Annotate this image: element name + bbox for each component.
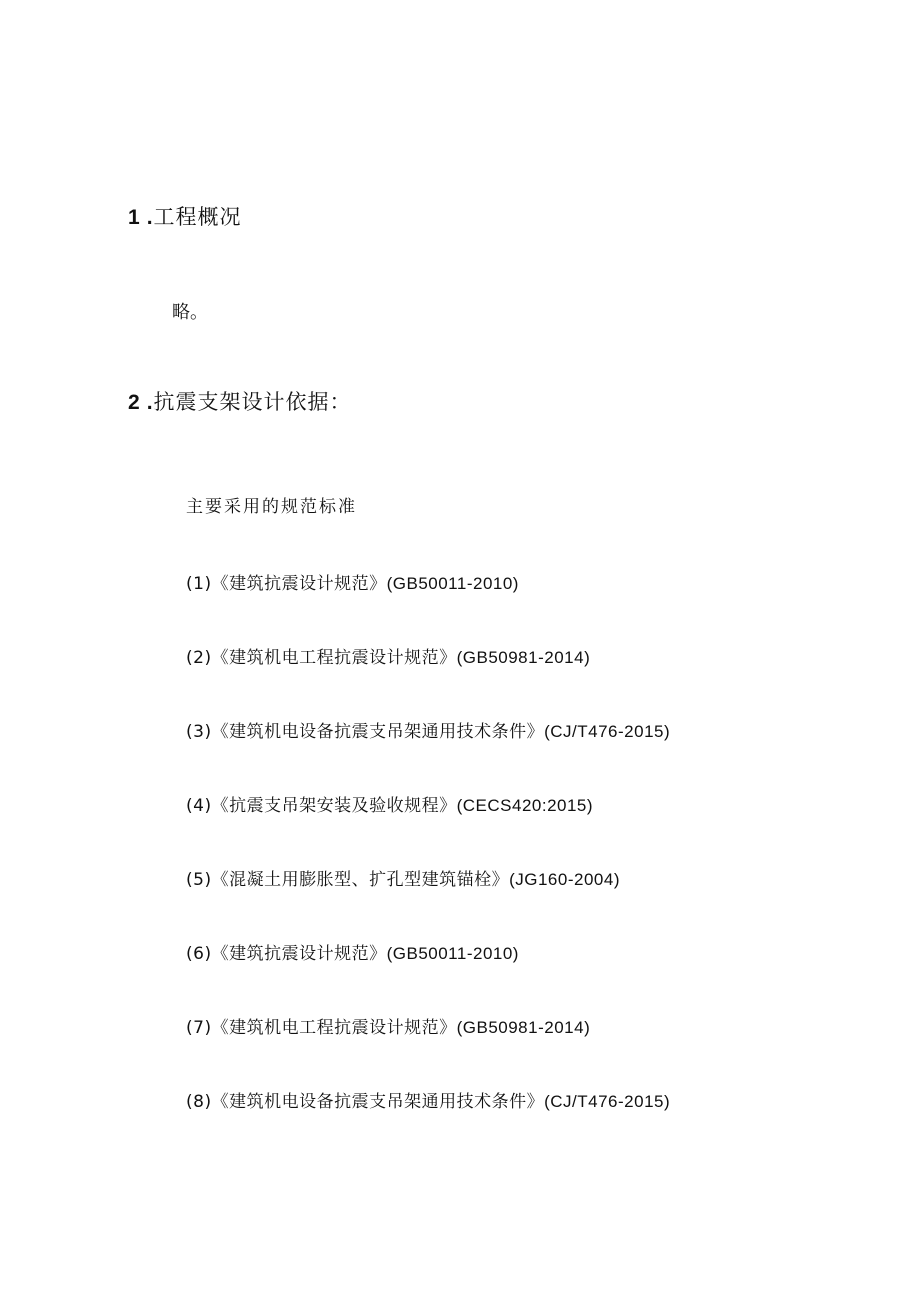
standards-subtitle: 主要采用的规范标准 [186,497,357,517]
standard-code: (GB50011-2010) [386,944,519,963]
list-item [186,643,670,717]
section-1-title: 工程概况 [153,205,242,229]
standards-list [186,569,670,1161]
list-item [186,569,670,643]
standard-label: (3)《建筑机电设备抗震支吊架通用技术条件》 [186,722,545,742]
standard-label: (7)《建筑机电工程抗震设计规范》 [186,1018,457,1038]
standard-label: (6)《建筑抗震设计规范》 [186,944,387,964]
list-item [186,1013,670,1087]
section-1-heading [128,201,242,231]
standard-code: (GB50981-2014) [456,1018,591,1037]
list-item [186,1087,670,1161]
list-item [186,865,670,939]
list-item [186,939,670,1013]
standard-code: (JG160-2004) [509,870,620,889]
standard-code: (CJ/T476-2015) [544,1092,671,1111]
section-2-heading [128,386,352,416]
list-item [186,791,670,865]
section-1-dot: . [146,206,154,229]
section-1-body: 略。 [172,302,208,323]
standard-code: (CJ/T476-2015) [544,722,671,741]
standard-code: (GB50011-2010) [386,574,519,593]
section-2-dot: . [146,391,154,414]
standard-code: (CECS420:2015) [456,796,594,815]
standard-label: (8)《建筑机电设备抗震支吊架通用技术条件》 [186,1092,545,1112]
standard-label: (2)《建筑机电工程抗震设计规范》 [186,648,457,668]
standard-label: (4)《抗震支吊架安装及验收规程》 [186,796,457,816]
standard-label: (5)《混凝土用膨胀型、扩孔型建筑锚栓》 [186,870,510,890]
section-1-number: 1 [128,206,141,229]
section-2-title: 抗震支架设计依据： [153,390,352,414]
standard-label: (1)《建筑抗震设计规范》 [186,574,387,594]
section-2-number: 2 [128,391,141,414]
standard-code: (GB50981-2014) [456,648,591,667]
list-item [186,717,670,791]
